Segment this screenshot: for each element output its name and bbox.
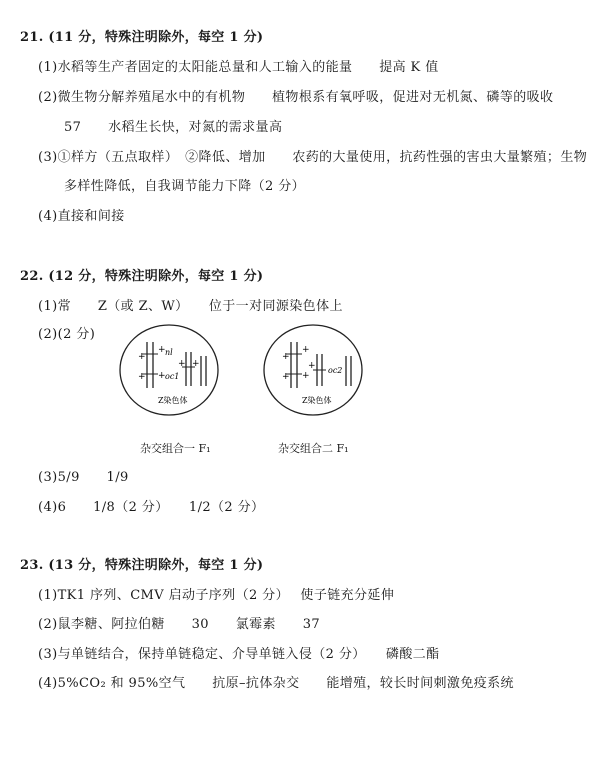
genotype-diagram	[118, 322, 378, 420]
q23-line-1: (1)TK1 序列、CMV 启动子序列（2 分） 使子链充分延伸	[38, 588, 395, 603]
q22-line-4: (4)6 1/8（2 分） 1/2（2 分）	[38, 500, 265, 515]
cell-1	[120, 325, 218, 415]
q22-line-3: (3)5/9 1/9	[38, 470, 129, 485]
q23-line-3: (3)与单链结合，保持单链稳定、介导单链入侵（2 分） 磷酸二酯	[38, 647, 440, 662]
q23-header: 23. (13 分，特殊注明除外，每空 1 分)	[20, 558, 264, 573]
q23-line-2: (2)鼠李糖、阿拉伯糖 30 氯霉素 37	[38, 617, 321, 632]
cell-2-caption: 杂交组合二 F₁	[278, 442, 349, 455]
q23-line-4: (4)5%CO₂ 和 95%空气 抗原–抗体杂交 能增殖，较长时间刺激免疫系统	[38, 676, 514, 691]
cell-2-chrom-label: Z染色体	[302, 396, 332, 405]
svg-text:+: +	[282, 372, 290, 382]
svg-text:+: +	[138, 352, 146, 362]
svg-text:+: +	[158, 371, 166, 381]
q21-line-6: (4)直接和间接	[38, 209, 125, 224]
q21-line-2: (2)微生物分解养殖尾水中的有机物 植物根系有氧呼吸，促进对无机氮、磷等的吸收	[38, 90, 554, 105]
cell-2	[264, 325, 362, 415]
svg-text:+: +	[308, 361, 316, 371]
svg-text:+: +	[178, 359, 186, 369]
cell-2-gene-mid: oc2	[328, 366, 343, 375]
cell-1-gene-mid: oc1	[165, 372, 180, 381]
cell-1-caption: 杂交组合一 F₁	[140, 442, 211, 455]
q22-header: 22. (12 分，特殊注明除外，每空 1 分)	[20, 269, 264, 284]
cell-1-chrom-label: Z染色体	[158, 396, 188, 405]
q21-line-5: 多样性降低，自我调节能力下降（2 分）	[64, 179, 306, 194]
q21-header: 21. (11 分，特殊注明除外，每空 1 分)	[20, 30, 264, 45]
svg-text:+: +	[192, 359, 200, 369]
svg-text:+: +	[302, 371, 310, 381]
q21-line-1: (1)水稻等生产者固定的太阳能总量和人工输入的能量 提高 K 值	[38, 60, 439, 75]
q21-line-4: (3)①样方（五点取样） ②降低、增加 农药的大量使用，抗药性强的害虫大量繁殖；生物	[38, 150, 588, 165]
svg-text:+: +	[138, 372, 146, 382]
svg-text:+: +	[282, 352, 290, 362]
svg-text:+: +	[302, 345, 310, 355]
svg-text:+: +	[158, 345, 166, 355]
q21-line-3: 57 水稻生长快，对氮的需求量高	[64, 120, 283, 135]
q22-line-1: (1)常 Z（或 Z、W） 位于一对同源染色体上	[38, 299, 343, 314]
q22-line-2: (2)(2 分)	[38, 327, 96, 342]
cell-1-gene-top: nl	[165, 348, 173, 357]
